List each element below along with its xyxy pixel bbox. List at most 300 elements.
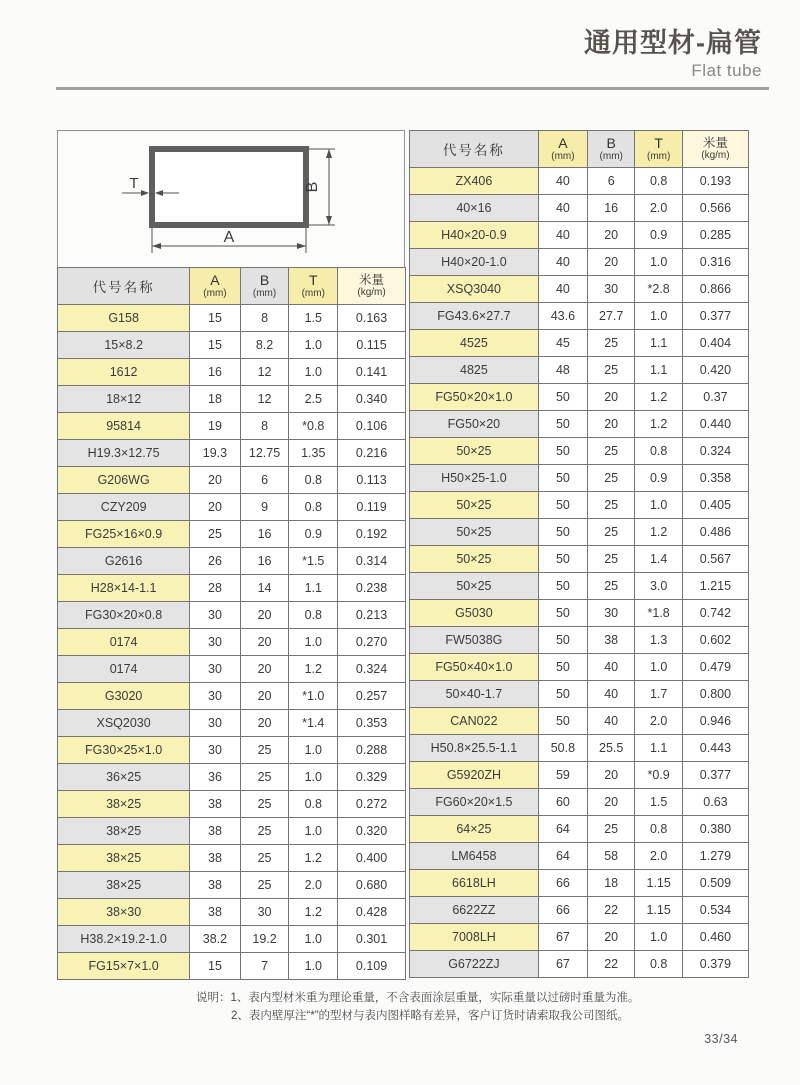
value-cell: 1.0 <box>289 359 338 386</box>
value-cell: 22 <box>587 897 634 924</box>
value-cell: 20 <box>240 710 289 737</box>
value-cell: 30 <box>190 737 240 764</box>
value-cell: 20 <box>587 762 634 789</box>
value-cell: 0.115 <box>338 332 406 359</box>
value-cell: 0.106 <box>338 413 406 440</box>
value-cell: 2.5 <box>289 386 338 413</box>
value-cell: 25 <box>587 330 634 357</box>
value-cell: 20 <box>240 683 289 710</box>
column-header-t: T (mm) <box>289 268 338 305</box>
value-cell: 25 <box>587 546 634 573</box>
profile-code-cell: H50×25-1.0 <box>410 465 539 492</box>
value-cell: 15 <box>190 332 240 359</box>
value-cell: 50 <box>538 600 587 627</box>
table-row <box>58 737 406 764</box>
table-row <box>58 791 406 818</box>
table-row <box>410 519 749 546</box>
value-cell: 0.405 <box>682 492 748 519</box>
value-cell: 38.2 <box>190 926 240 953</box>
profile-code-cell: XSQ3040 <box>410 276 539 303</box>
value-cell: 25 <box>240 845 289 872</box>
profile-code-cell: G5920ZH <box>410 762 539 789</box>
value-cell: 12.75 <box>240 440 289 467</box>
value-cell: 30 <box>190 602 240 629</box>
value-cell: 30 <box>190 710 240 737</box>
value-cell: 20 <box>240 656 289 683</box>
value-cell: 20 <box>587 789 634 816</box>
value-cell: 20 <box>587 411 634 438</box>
profile-code-cell: 50×40-1.7 <box>410 681 539 708</box>
value-cell: 0.109 <box>338 953 406 980</box>
value-cell: 50 <box>538 465 587 492</box>
profile-code-cell: 38×25 <box>58 872 190 899</box>
value-cell: 1.0 <box>289 737 338 764</box>
value-cell: 0.340 <box>338 386 406 413</box>
value-cell: 0.272 <box>338 791 406 818</box>
profile-code-cell: FG25×16×0.9 <box>58 521 190 548</box>
value-cell: 0.238 <box>338 575 406 602</box>
value-cell: 16 <box>240 548 289 575</box>
value-cell: 1.0 <box>635 654 682 681</box>
table-row <box>58 818 406 845</box>
value-cell: 50.8 <box>538 735 587 762</box>
value-cell: 25 <box>240 764 289 791</box>
value-cell: 0.377 <box>682 303 748 330</box>
value-cell: 20 <box>190 467 240 494</box>
value-cell: 20 <box>190 494 240 521</box>
value-cell: 25 <box>240 791 289 818</box>
value-cell: 1.2 <box>635 384 682 411</box>
table-row <box>58 467 406 494</box>
profile-code-cell: 64×25 <box>410 816 539 843</box>
table-row <box>410 492 749 519</box>
profile-code-cell: XSQ2030 <box>58 710 190 737</box>
value-cell: 0.8 <box>289 494 338 521</box>
value-cell: 8 <box>240 413 289 440</box>
table-row <box>410 222 749 249</box>
value-cell: 0.213 <box>338 602 406 629</box>
value-cell: 22 <box>587 951 634 978</box>
profile-code-cell: 36×25 <box>58 764 190 791</box>
table-row <box>410 357 749 384</box>
profile-code-cell: 40×16 <box>410 195 539 222</box>
value-cell: 1.0 <box>635 924 682 951</box>
table-row <box>58 899 406 926</box>
value-cell: 30 <box>587 276 634 303</box>
value-cell: 0.288 <box>338 737 406 764</box>
value-cell: 0.9 <box>635 222 682 249</box>
value-cell: 0.946 <box>682 708 748 735</box>
value-cell: *1.0 <box>289 683 338 710</box>
value-cell: 0.866 <box>682 276 748 303</box>
value-cell: 0.193 <box>682 168 748 195</box>
value-cell: 0.301 <box>338 926 406 953</box>
value-cell: 18 <box>587 870 634 897</box>
value-cell: 1.2 <box>635 411 682 438</box>
value-cell: 1.0 <box>289 953 338 980</box>
profile-code-cell: H40×20-0.9 <box>410 222 539 249</box>
value-cell: 25 <box>587 465 634 492</box>
value-cell: 25.5 <box>587 735 634 762</box>
value-cell: 48 <box>538 357 587 384</box>
profile-code-cell: H19.3×12.75 <box>58 440 190 467</box>
value-cell: 40 <box>538 222 587 249</box>
value-cell: 1.2 <box>635 519 682 546</box>
profile-code-cell: 0174 <box>58 629 190 656</box>
tube-outline <box>152 149 306 225</box>
value-cell: 0.8 <box>635 438 682 465</box>
value-cell: 66 <box>538 870 587 897</box>
value-cell: 15 <box>190 953 240 980</box>
table-row <box>58 629 406 656</box>
value-cell: 38 <box>190 872 240 899</box>
page-header <box>584 28 762 81</box>
table-row <box>410 924 749 951</box>
value-cell: 50 <box>538 519 587 546</box>
value-cell: 2.0 <box>635 708 682 735</box>
content-area <box>57 130 748 980</box>
value-cell: 0.8 <box>289 791 338 818</box>
table-row <box>58 683 406 710</box>
profile-code-cell: FG50×20×1.0 <box>410 384 539 411</box>
value-cell: 64 <box>538 816 587 843</box>
value-cell: 12 <box>240 359 289 386</box>
table-row <box>410 168 749 195</box>
page-title: 通用型材-扁管 <box>584 28 762 58</box>
value-cell: 0.314 <box>338 548 406 575</box>
value-cell: 20 <box>587 924 634 951</box>
value-cell: 0.400 <box>338 845 406 872</box>
value-cell: 1.35 <box>289 440 338 467</box>
header-row <box>410 131 749 168</box>
value-cell: 40 <box>538 249 587 276</box>
table-row <box>410 438 749 465</box>
table-row <box>410 816 749 843</box>
value-cell: 0.37 <box>682 384 748 411</box>
value-cell: 19 <box>190 413 240 440</box>
value-cell: 50 <box>538 438 587 465</box>
value-cell: 0.428 <box>338 899 406 926</box>
value-cell: 26 <box>190 548 240 575</box>
page-subtitle: Flat tube <box>691 61 762 81</box>
profile-code-cell: 38×25 <box>58 845 190 872</box>
value-cell: 20 <box>240 629 289 656</box>
table-row <box>58 764 406 791</box>
value-cell: 30 <box>240 899 289 926</box>
value-cell: 1.1 <box>635 735 682 762</box>
value-cell: 45 <box>538 330 587 357</box>
profile-code-cell: H28×14-1.1 <box>58 575 190 602</box>
table-row <box>58 305 406 332</box>
value-cell: 1.15 <box>635 897 682 924</box>
profile-code-cell: 18×12 <box>58 386 190 413</box>
value-cell: 1.0 <box>635 492 682 519</box>
value-cell: 0.320 <box>338 818 406 845</box>
value-cell: 15 <box>190 305 240 332</box>
table-row <box>410 384 749 411</box>
value-cell: 14 <box>240 575 289 602</box>
table-row <box>410 276 749 303</box>
value-cell: 66 <box>538 897 587 924</box>
value-cell: 50 <box>538 573 587 600</box>
profile-code-cell: H40×20-1.0 <box>410 249 539 276</box>
profile-code-cell: 50×25 <box>410 492 539 519</box>
value-cell: 0.534 <box>682 897 748 924</box>
left-column <box>57 130 405 980</box>
table-row <box>58 413 406 440</box>
value-cell: 19.2 <box>240 926 289 953</box>
table-row <box>410 735 749 762</box>
value-cell: 1.0 <box>289 818 338 845</box>
value-cell: *1.5 <box>289 548 338 575</box>
value-cell: 0.567 <box>682 546 748 573</box>
value-cell: 0.63 <box>682 789 748 816</box>
value-cell: 50 <box>538 627 587 654</box>
value-cell: 1.4 <box>635 546 682 573</box>
profile-code-cell: 50×25 <box>410 438 539 465</box>
table-row <box>410 573 749 600</box>
profile-code-cell: FG43.6×27.7 <box>410 303 539 330</box>
profile-code-cell: FG60×20×1.5 <box>410 789 539 816</box>
value-cell: 0.270 <box>338 629 406 656</box>
profile-code-cell: 50×25 <box>410 573 539 600</box>
table-row <box>410 330 749 357</box>
value-cell: 8 <box>240 305 289 332</box>
value-cell: 67 <box>538 924 587 951</box>
table-row <box>410 681 749 708</box>
value-cell: 1.0 <box>635 249 682 276</box>
dim-b-label: B <box>304 181 321 193</box>
value-cell: 60 <box>538 789 587 816</box>
value-cell: 25 <box>587 492 634 519</box>
value-cell: 2.0 <box>635 195 682 222</box>
value-cell: 0.353 <box>338 710 406 737</box>
value-cell: 1.215 <box>682 573 748 600</box>
table-row <box>58 386 406 413</box>
profile-code-cell: H50.8×25.5-1.1 <box>410 735 539 762</box>
table-row <box>410 546 749 573</box>
column-header-name: 代号名称 <box>410 131 539 168</box>
value-cell: 40 <box>587 708 634 735</box>
table-row <box>58 575 406 602</box>
profile-code-cell: 6618LH <box>410 870 539 897</box>
table-row <box>58 656 406 683</box>
value-cell: 50 <box>538 411 587 438</box>
value-cell: 0.742 <box>682 600 748 627</box>
value-cell: 0.163 <box>338 305 406 332</box>
value-cell: 20 <box>587 384 634 411</box>
value-cell: 8.2 <box>240 332 289 359</box>
value-cell: 0.377 <box>682 762 748 789</box>
value-cell: 50 <box>538 546 587 573</box>
value-cell: 0.420 <box>682 357 748 384</box>
profile-code-cell: 50×25 <box>410 546 539 573</box>
table-row <box>58 602 406 629</box>
profile-code-cell: 38×30 <box>58 899 190 926</box>
profile-code-cell: FG30×25×1.0 <box>58 737 190 764</box>
value-cell: *1.8 <box>635 600 682 627</box>
value-cell: 0.443 <box>682 735 748 762</box>
diagram-box <box>57 130 405 267</box>
value-cell: 40 <box>538 168 587 195</box>
value-cell: 40 <box>538 276 587 303</box>
value-cell: 0.358 <box>682 465 748 492</box>
value-cell: 16 <box>190 359 240 386</box>
profile-code-cell: 4525 <box>410 330 539 357</box>
value-cell: 20 <box>587 249 634 276</box>
table-row <box>410 303 749 330</box>
table-row <box>410 789 749 816</box>
value-cell: 9 <box>240 494 289 521</box>
value-cell: 0.141 <box>338 359 406 386</box>
value-cell: 1.1 <box>635 357 682 384</box>
profile-code-cell: FG30×20×0.8 <box>58 602 190 629</box>
table-row <box>58 494 406 521</box>
flat-tube-diagram <box>58 131 404 266</box>
value-cell: 25 <box>587 573 634 600</box>
value-cell: 0.9 <box>289 521 338 548</box>
table-row <box>410 951 749 978</box>
value-cell: 1.15 <box>635 870 682 897</box>
value-cell: 0.8 <box>289 467 338 494</box>
value-cell: *1.4 <box>289 710 338 737</box>
value-cell: 0.316 <box>682 249 748 276</box>
value-cell: 38 <box>587 627 634 654</box>
profile-code-cell: G5030 <box>410 600 539 627</box>
value-cell: 20 <box>587 222 634 249</box>
value-cell: 67 <box>538 951 587 978</box>
value-cell: 1.1 <box>635 330 682 357</box>
table-row <box>410 897 749 924</box>
table-row <box>410 762 749 789</box>
dim-a-label: A <box>223 229 235 246</box>
value-cell: 64 <box>538 843 587 870</box>
value-cell: 58 <box>587 843 634 870</box>
table-row <box>58 953 406 980</box>
table-row <box>410 654 749 681</box>
profile-code-cell: CZY209 <box>58 494 190 521</box>
table-row <box>410 465 749 492</box>
table-row <box>410 249 749 276</box>
value-cell: 0.8 <box>635 168 682 195</box>
value-cell: 30 <box>587 600 634 627</box>
value-cell: 0.119 <box>338 494 406 521</box>
value-cell: 30 <box>190 629 240 656</box>
footnote-line-2: 2、表内壁厚注“*”的型材与表内图样略有差异，客户订货时请索取我公司图纸。 <box>231 1009 630 1022</box>
value-cell: 0.8 <box>289 602 338 629</box>
value-cell: 36 <box>190 764 240 791</box>
table-row <box>58 521 406 548</box>
value-cell: 25 <box>240 818 289 845</box>
value-cell: 40 <box>587 681 634 708</box>
column-header-a: A (mm) <box>190 268 240 305</box>
value-cell: 16 <box>240 521 289 548</box>
value-cell: 1.1 <box>289 575 338 602</box>
value-cell: 50 <box>538 384 587 411</box>
value-cell: 0.379 <box>682 951 748 978</box>
value-cell: 25 <box>587 816 634 843</box>
column-header-b: B (mm) <box>240 268 289 305</box>
value-cell: 25 <box>190 521 240 548</box>
profile-code-cell: 15×8.2 <box>58 332 190 359</box>
value-cell: 1.2 <box>289 656 338 683</box>
value-cell: 50 <box>538 492 587 519</box>
value-cell: 0.460 <box>682 924 748 951</box>
value-cell: 20 <box>240 602 289 629</box>
value-cell: 6 <box>587 168 634 195</box>
profile-code-cell: 95814 <box>58 413 190 440</box>
profile-code-cell: H38.2×19.2-1.0 <box>58 926 190 953</box>
header-rule <box>56 87 769 90</box>
table-row <box>58 440 406 467</box>
value-cell: 1.0 <box>289 926 338 953</box>
value-cell: 18 <box>190 386 240 413</box>
value-cell: 25 <box>587 357 634 384</box>
value-cell: 30 <box>190 683 240 710</box>
value-cell: 0.8 <box>635 816 682 843</box>
profile-code-cell: FG15×7×1.0 <box>58 953 190 980</box>
value-cell: 50 <box>538 654 587 681</box>
table-row <box>58 548 406 575</box>
table-row <box>410 195 749 222</box>
profile-code-cell: G3020 <box>58 683 190 710</box>
value-cell: 1.3 <box>635 627 682 654</box>
profile-code-cell: G2616 <box>58 548 190 575</box>
value-cell: 1.7 <box>635 681 682 708</box>
value-cell: 1.0 <box>635 303 682 330</box>
table-row <box>410 411 749 438</box>
table-row <box>58 359 406 386</box>
value-cell: 0.486 <box>682 519 748 546</box>
table-row <box>58 845 406 872</box>
column-header-t: T (mm) <box>635 131 682 168</box>
value-cell: 0.324 <box>682 438 748 465</box>
table-row <box>410 708 749 735</box>
value-cell: 0.800 <box>682 681 748 708</box>
value-cell: 25 <box>240 872 289 899</box>
column-header-name: 代号名称 <box>58 268 190 305</box>
column-header-weight: 米量 (kg/m) <box>338 268 406 305</box>
value-cell: 0.566 <box>682 195 748 222</box>
value-cell: 2.0 <box>635 843 682 870</box>
value-cell: 38 <box>190 899 240 926</box>
column-header-b: B (mm) <box>587 131 634 168</box>
profile-code-cell: G158 <box>58 305 190 332</box>
table-row <box>58 926 406 953</box>
value-cell: 1.5 <box>289 305 338 332</box>
value-cell: 7 <box>240 953 289 980</box>
profile-code-cell: 4825 <box>410 357 539 384</box>
value-cell: 2.0 <box>289 872 338 899</box>
value-cell: 50 <box>538 681 587 708</box>
value-cell: 0.380 <box>682 816 748 843</box>
value-cell: *2.8 <box>635 276 682 303</box>
value-cell: 0.113 <box>338 467 406 494</box>
profile-code-cell: 7008LH <box>410 924 539 951</box>
footnotes <box>196 990 639 1026</box>
table-row <box>58 872 406 899</box>
value-cell: 0.192 <box>338 521 406 548</box>
dim-t-label: T <box>129 175 139 192</box>
value-cell: 16 <box>587 195 634 222</box>
table-row <box>410 600 749 627</box>
value-cell: *0.8 <box>289 413 338 440</box>
profile-code-cell: CAN022 <box>410 708 539 735</box>
value-cell: 0.8 <box>635 951 682 978</box>
profile-code-cell: 1612 <box>58 359 190 386</box>
left-profile-table <box>57 267 406 980</box>
table-row <box>410 627 749 654</box>
